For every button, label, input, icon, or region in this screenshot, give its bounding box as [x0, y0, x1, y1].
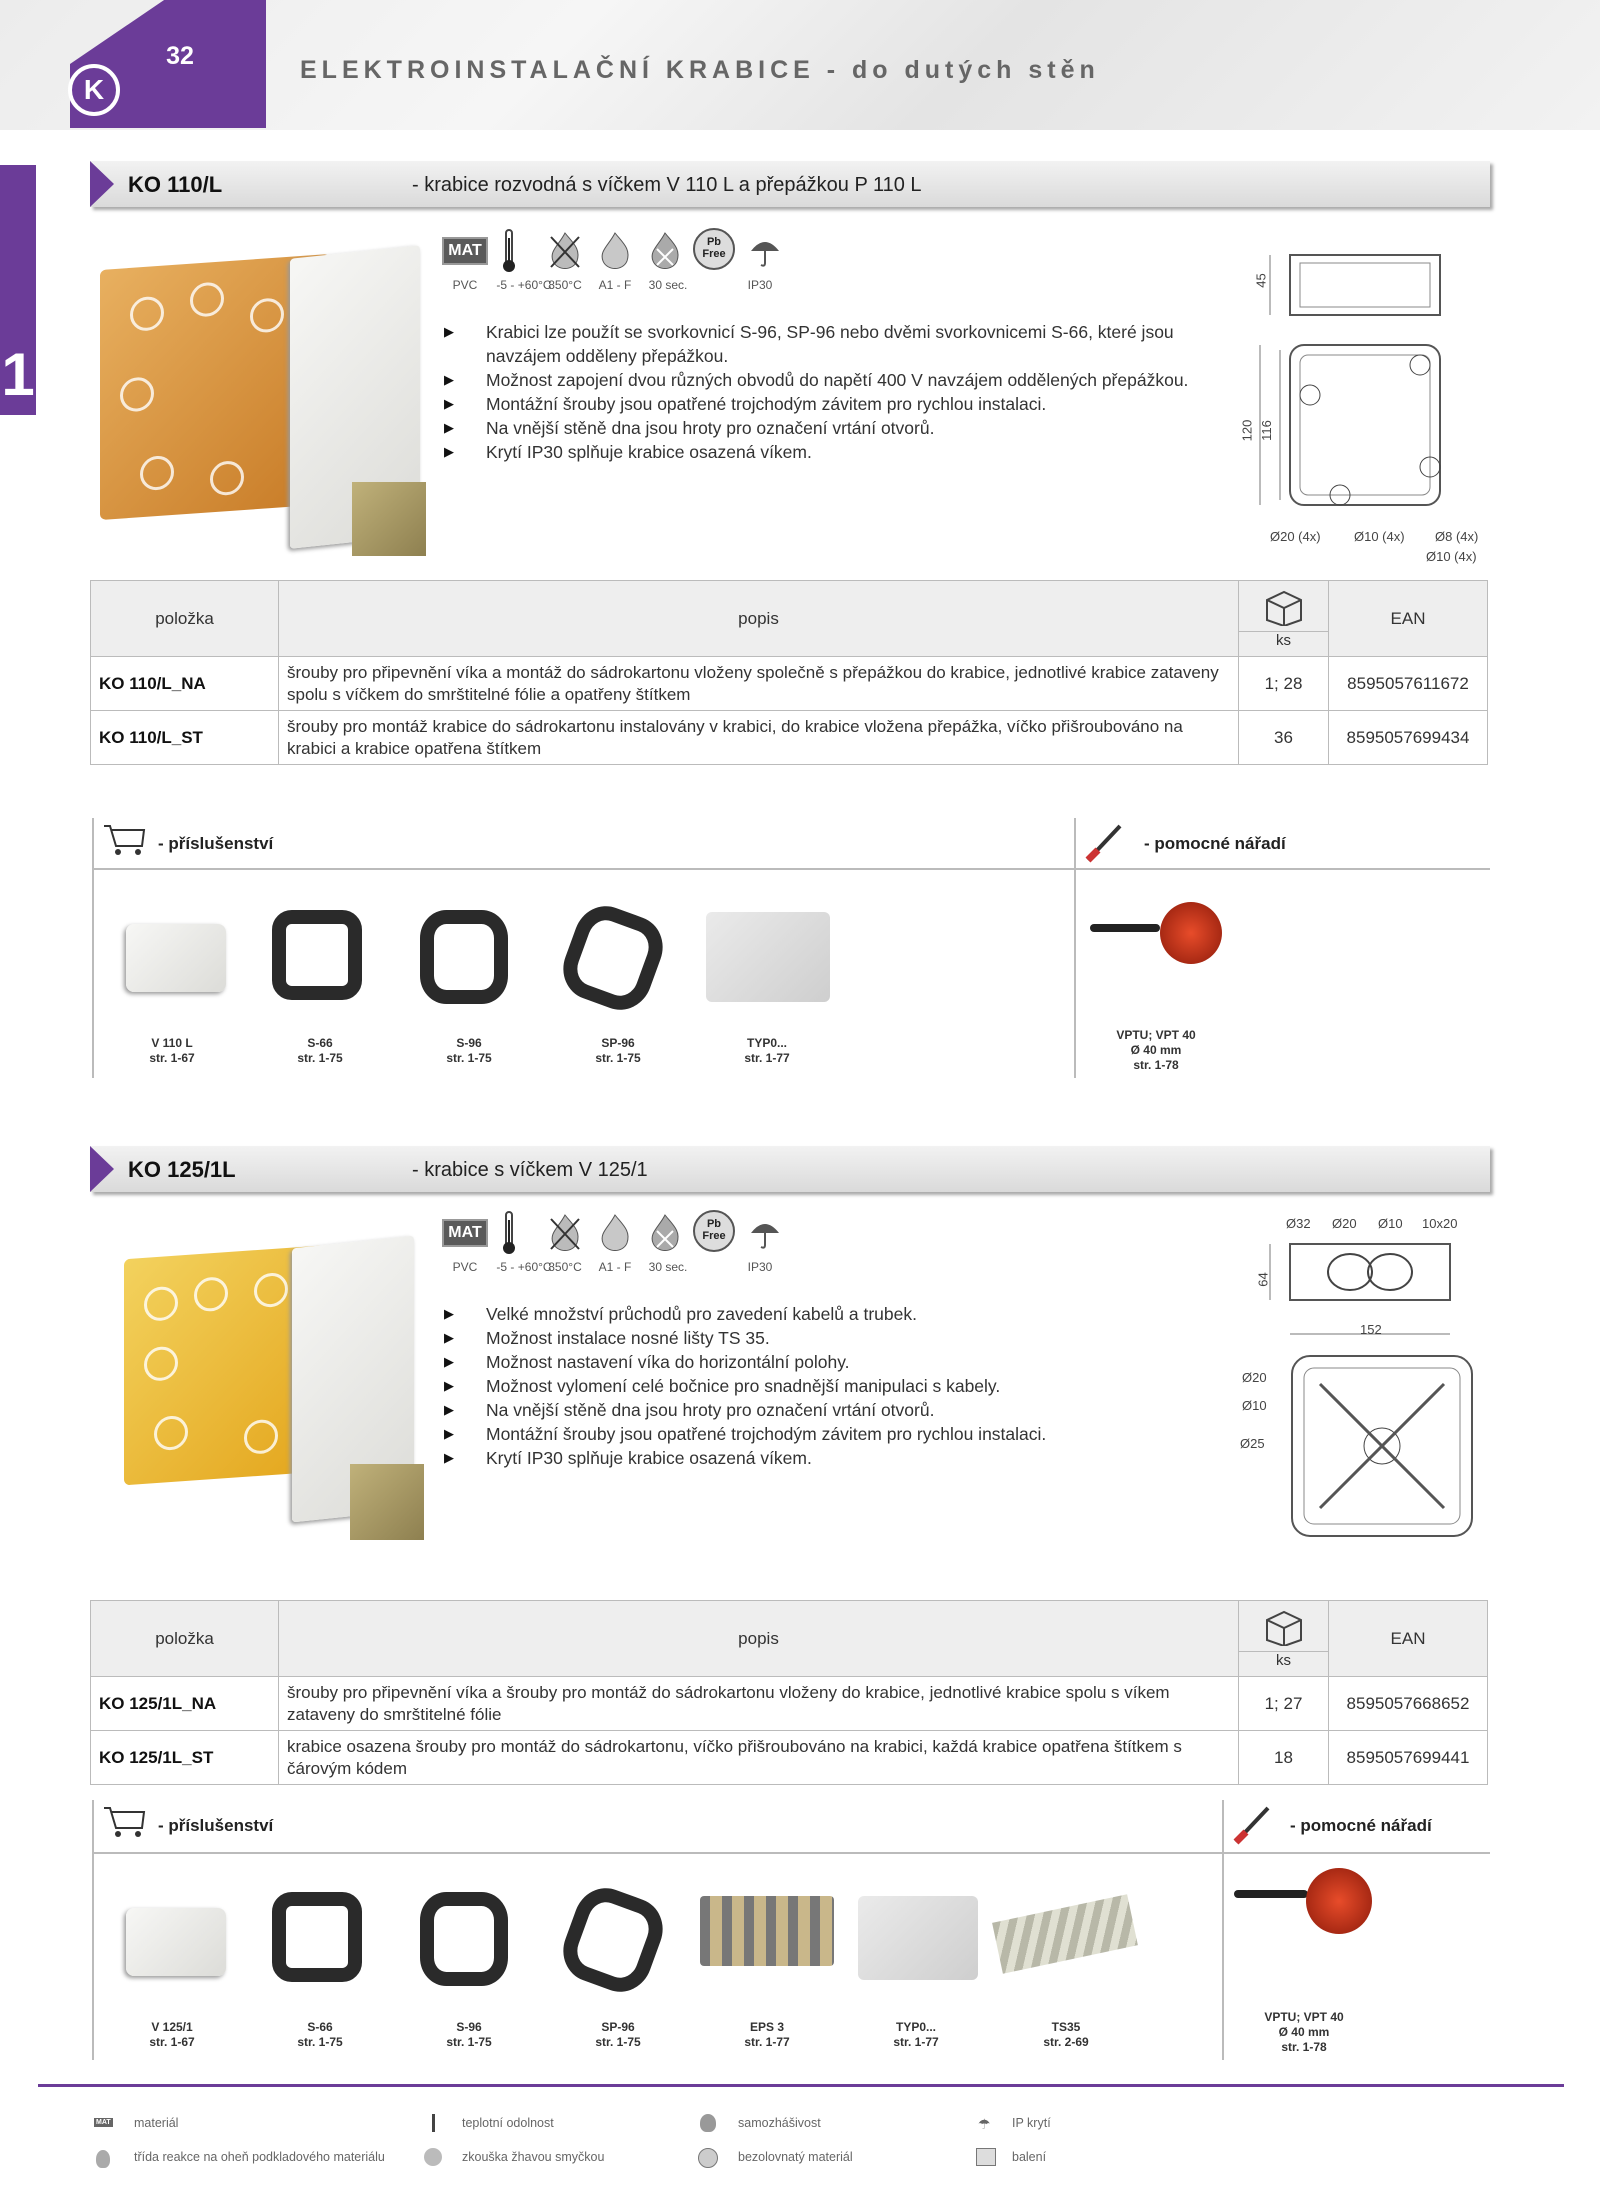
dim-hole: Ø10 (4x)	[1354, 529, 1405, 544]
product-table	[90, 1600, 1488, 1785]
accessory-caption: S-66 str. 1-75	[297, 1036, 343, 1065]
accessory-photo	[272, 910, 362, 1000]
row-pcs: 36	[1239, 711, 1329, 765]
accessories-label: - příslušenství	[158, 834, 274, 853]
feature-item: ▶ Možnost instalace nosné lišty TS 35.	[444, 1326, 1224, 1350]
icon-caption: A1 - F	[598, 278, 632, 292]
row-desc: šrouby pro připevnění víka a montáž do sádrokartonu vloženy společně s přepážkou do krabice, jednotlivé krabice zataveny spolu s víčkem do smrštitelné fólie a opatřeny štítkem	[279, 657, 1239, 711]
screw-photo	[352, 482, 426, 556]
accessory-caption: TYP0... str. 1-77	[893, 2020, 939, 2049]
self-extinguishing-icon	[700, 2114, 716, 2132]
dim-outer: 120	[1239, 419, 1255, 442]
col-pcs	[1239, 1601, 1329, 1677]
dim-width: 152	[1360, 1322, 1382, 1337]
thermometer-icon	[486, 1210, 532, 1256]
accessory-caption: V 110 L str. 1-67	[149, 1036, 195, 1065]
cart-icon	[102, 822, 146, 863]
feature-item: ▶ Na vnější stěně dna jsou hroty pro označení vrtání otvorů.	[444, 1398, 1224, 1422]
row-desc: šrouby pro připevnění víka a šrouby pro montáž do sádrokartonu vloženy do krabice, jednotlivé krabice spolu s víkem zataveny do smrštitelné fólie	[279, 1677, 1239, 1731]
accessory-divider	[92, 868, 1490, 870]
feature-item: ▶ Krytí IP30 splňuje krabice osazená víkem.	[444, 1446, 1224, 1470]
accessory-photo	[126, 924, 226, 992]
row-ean: 8595057668652	[1329, 1677, 1488, 1731]
flame-class-icon	[592, 228, 638, 274]
umbrella-icon	[742, 1210, 788, 1256]
row-ean: 8595057611672	[1329, 657, 1488, 711]
icon-caption: IP30	[747, 278, 773, 292]
package-icon	[976, 2148, 996, 2166]
feature-item: ▶ Velké množství průchodů pro zavedení kabelů a trubek.	[444, 1302, 1224, 1326]
icon-caption: PVC	[452, 1260, 478, 1274]
chapter-number: 1	[1, 341, 35, 408]
dim-hole: Ø32	[1286, 1216, 1311, 1231]
row-pcs: 1; 28	[1239, 657, 1329, 711]
accessory-photo	[700, 1896, 834, 1966]
dim-height: 64	[1255, 1272, 1271, 1287]
accessory-caption: S-96 str. 1-75	[446, 2020, 492, 2049]
accessory-photo	[126, 1908, 226, 1976]
feature-list	[444, 320, 1224, 464]
feature-list	[444, 1302, 1224, 1470]
dim-hole: Ø10	[1242, 1398, 1267, 1413]
row-desc: krabice osazena šrouby pro montáž do sádrokartonu, víčko přišroubováno na krabici, každá krabice opatřena štítkem s čárovým kódem	[279, 1731, 1239, 1785]
product-code: KO 110/L	[128, 172, 223, 197]
cart-icon	[102, 1804, 146, 1845]
accessory-divider	[92, 1800, 94, 2060]
footer-rule	[38, 2084, 1564, 2087]
accessory-caption: SP-96 str. 1-75	[595, 1036, 641, 1065]
accessory-caption: TYP0... str. 1-77	[744, 1036, 790, 1065]
dim-height: 45	[1253, 273, 1269, 288]
col-pcs	[1239, 581, 1329, 657]
dim-slot: 10x20	[1422, 1216, 1458, 1231]
product-header-bar	[90, 1146, 1490, 1192]
product-arrow-icon	[90, 1146, 114, 1192]
feature-item: ▶ Montážní šrouby jsou opatřené trojchodým závitem pro rychlou instalaci.	[444, 392, 1224, 416]
tool-photo	[1234, 1868, 1374, 1940]
pb-free-label: Pb Free	[702, 236, 726, 260]
accessories-label: - příslušenství	[158, 1816, 274, 1835]
pb-free-icon	[698, 2148, 718, 2168]
col-desc: popis	[279, 1601, 1239, 1677]
pb-free-label: Pb Free	[702, 1218, 726, 1242]
feature-item: ▶ Možnost vylomení celé bočnice pro snadnější manipulaci s kabely.	[444, 1374, 1224, 1398]
product-table	[90, 580, 1488, 765]
tools-label: - pomocné nářadí	[1144, 834, 1286, 853]
feature-item: ▶ Možnost zapojení dvou různých obvodů do napětí 400 V navzájem oddělených přepážkou.	[444, 368, 1224, 392]
row-desc: šrouby pro montáž krabice do sádrokartonu instalovány v krabici, do krabice vložena přepážka, víčko přišroubováno na krabici a krabice opatřena štítkem	[279, 711, 1239, 765]
package-icon	[1261, 588, 1307, 626]
product-subtitle: - krabice rozvodná s víčkem V 110 L a přepážkou P 110 L	[412, 174, 922, 196]
accessory-photo	[706, 912, 830, 1002]
umbrella-icon	[742, 228, 788, 274]
flame-class-icon	[592, 1210, 638, 1256]
accessory-photo	[420, 1892, 508, 1986]
package-icon	[1261, 1608, 1307, 1646]
page-number: 32	[166, 42, 194, 70]
pcs-label: ks	[1239, 631, 1328, 649]
feature-item: ▶ Na vnější stěně dna jsou hroty pro označení vrtání otvorů.	[444, 416, 1224, 440]
page-title: ELEKTROINSTALAČNÍ KRABICE - do dutých stěn	[300, 56, 1100, 84]
glow-wire-icon	[542, 228, 588, 274]
legend-text: samozhášivost	[738, 2116, 821, 2130]
glow-wire-icon	[542, 1210, 588, 1256]
accessory-divider	[1074, 818, 1076, 1078]
dim-hole: Ø10 (4x)	[1426, 549, 1477, 564]
icon-caption: 850°C	[548, 278, 582, 292]
brand-logo: K	[68, 64, 120, 116]
pb-free-icon	[690, 226, 736, 272]
table-row	[91, 1677, 1488, 1731]
glow-wire-icon	[424, 2148, 442, 2166]
tool-photo	[1090, 902, 1230, 962]
accessory-photo	[420, 910, 508, 1004]
umbrella-icon: ☂	[978, 2116, 991, 2132]
icon-caption: IP30	[747, 1260, 773, 1274]
table-row	[91, 657, 1488, 711]
thermometer-icon	[432, 2114, 435, 2132]
legend-text: IP krytí	[1012, 2116, 1051, 2130]
product-code: KO 125/1L	[128, 1157, 236, 1182]
accessory-caption: TS35 str. 2-69	[1043, 2020, 1089, 2049]
mat-icon: MAT	[442, 1219, 487, 1247]
icon-caption: 850°C	[548, 1260, 582, 1274]
feature-item: ▶ Montážní šrouby jsou opatřené trojchodým závitem pro rychlou instalaci.	[444, 1422, 1224, 1446]
legend-text: zkouška žhavou smyčkou	[462, 2150, 605, 2164]
row-ean: 8595057699441	[1329, 1731, 1488, 1785]
mat-icon: MAT	[96, 2119, 111, 2126]
screwdriver-icon	[1082, 820, 1126, 869]
accessory-caption: S-66 str. 1-75	[297, 2020, 343, 2049]
property-icons	[442, 1210, 872, 1280]
dim-hole: Ø20	[1242, 1370, 1267, 1385]
self-extinguishing-icon	[642, 228, 688, 274]
pb-free-icon	[690, 1208, 736, 1254]
legend-text: třída reakce na oheň podkladového materiálu	[134, 2150, 385, 2164]
row-ean: 8595057699434	[1329, 711, 1488, 765]
feature-item: ▶ Krytí IP30 splňuje krabice osazená víkem.	[444, 440, 1224, 464]
tool-caption: VPTU; VPT 40 Ø 40 mm str. 1-78	[1264, 2010, 1344, 2054]
col-item: položka	[91, 1601, 279, 1677]
dim-hole: Ø10	[1378, 1216, 1403, 1231]
dim-hole: Ø25	[1240, 1436, 1265, 1451]
icon-caption: 30 sec.	[648, 1260, 688, 1274]
dim-hole: Ø20	[1332, 1216, 1357, 1231]
dim-inner: 116	[1258, 420, 1274, 441]
accessory-photo	[992, 1894, 1138, 1974]
property-icons	[442, 228, 872, 298]
accessory-photo	[272, 1892, 362, 1982]
icon-caption: -5 - +60°C	[496, 278, 552, 292]
technical-drawing	[1230, 1210, 1490, 1550]
accessory-photo	[554, 898, 671, 1019]
self-extinguishing-icon	[642, 1210, 688, 1256]
icon-caption: -5 - +60°C	[496, 1260, 552, 1274]
accessory-caption: S-96 str. 1-75	[446, 1036, 492, 1065]
col-ean: EAN	[1329, 581, 1488, 657]
screwdriver-icon	[1230, 1802, 1274, 1851]
accessory-caption: EPS 3 str. 1-77	[744, 2020, 790, 2049]
col-item: položka	[91, 581, 279, 657]
legend-text: bezolovnatý materiál	[738, 2150, 853, 2164]
dim-hole: Ø20 (4x)	[1270, 529, 1321, 544]
product-subtitle: - krabice s víčkem V 125/1	[412, 1159, 648, 1181]
row-code: KO 110/L_ST	[91, 711, 279, 765]
technical-drawing	[1230, 245, 1490, 565]
mat-icon: MAT	[442, 237, 487, 265]
row-code: KO 125/1L_NA	[91, 1677, 279, 1731]
legend-text: teplotní odolnost	[462, 2116, 554, 2130]
table-row	[91, 1731, 1488, 1785]
table-row	[91, 711, 1488, 765]
accessory-divider	[92, 1852, 1490, 1854]
product-arrow-icon	[90, 161, 114, 207]
icon-caption: 30 sec.	[648, 278, 688, 292]
tool-caption: VPTU; VPT 40 Ø 40 mm str. 1-78	[1116, 1028, 1196, 1072]
screw-photo	[350, 1464, 424, 1540]
accessory-photo	[554, 1880, 671, 2001]
pcs-label: ks	[1239, 1651, 1328, 1669]
legend-text: balení	[1012, 2150, 1047, 2164]
col-desc: popis	[279, 581, 1239, 657]
accessory-divider	[92, 818, 94, 1078]
feature-item: ▶ Možnost nastavení víka do horizontální polohy.	[444, 1350, 1224, 1374]
row-pcs: 18	[1239, 1731, 1329, 1785]
col-ean: EAN	[1329, 1601, 1488, 1677]
row-pcs: 1; 27	[1239, 1677, 1329, 1731]
accessory-photo	[858, 1896, 978, 1980]
flame-class-icon	[96, 2150, 110, 2168]
accessory-caption: V 125/1 str. 1-67	[149, 2020, 195, 2049]
thermometer-icon	[486, 228, 532, 274]
row-code: KO 110/L_NA	[91, 657, 279, 711]
row-code: KO 125/1L_ST	[91, 1731, 279, 1785]
legend-text: materiál	[134, 2116, 179, 2130]
icon-caption: A1 - F	[598, 1260, 632, 1274]
dim-hole: Ø8 (4x)	[1435, 529, 1479, 544]
tools-label: - pomocné nářadí	[1290, 1816, 1432, 1835]
icon-caption: PVC	[452, 278, 478, 292]
accessory-divider	[1222, 1800, 1224, 2060]
accessory-caption: SP-96 str. 1-75	[595, 2020, 641, 2049]
feature-item: ▶ Krabici lze použít se svorkovnicí S-96, SP-96 nebo dvěmi svorkovnicemi S-66, které jsou navzájem odděleny přepážkou.	[444, 320, 1224, 368]
